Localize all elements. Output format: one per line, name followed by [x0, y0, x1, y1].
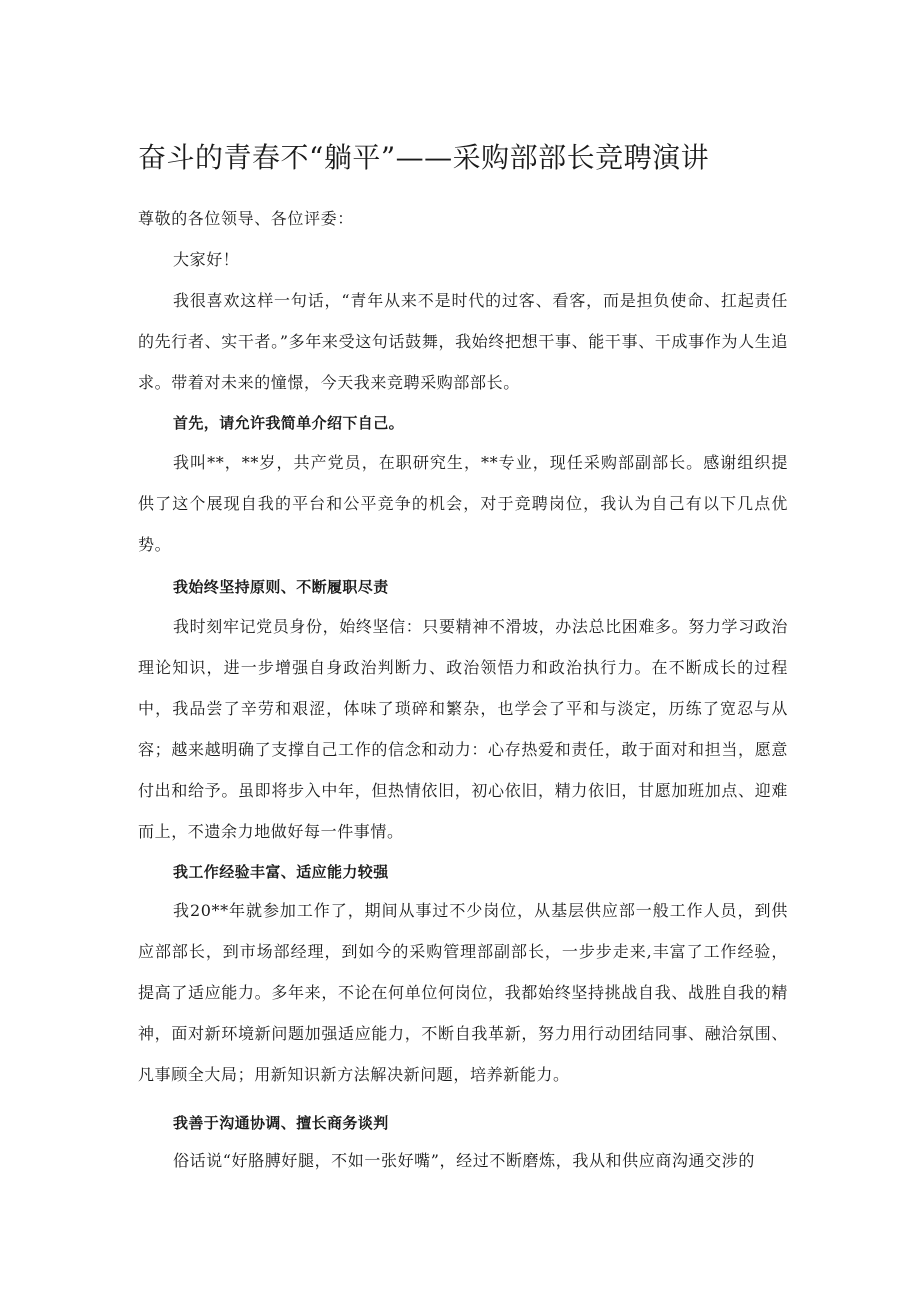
section-heading-self-introduction: 首先，请允许我简单介绍下自己。 [173, 414, 405, 432]
paragraph-principles: 我时刻牢记党员身份，始终坚信：只要精神不滑坡，办法总比困难多。努力学习政治理论知识，进一步增强自身政治判断力、政治领悟力和政治执行力。在不断成长的过程中，我品尝了辛劳和艰涩，体味了琐碎和繁杂，也学会了平和与淡定，历练了宽忍与从容；越来越明确了支撑自己工作的信念和动力：心存热爱和责任，敢于面对和担当，愿意付出和给予。虽即将步入中年，但热情依旧，初心依旧，精力依旧，甘愿加班加点、迎难而上，不遗余力地做好每一件事情。 [138, 617, 788, 841]
section-heading-communication: 我善于沟通协调、擅长商务谈判 [173, 1114, 389, 1132]
paragraph-communication: 俗话说“好胳膊好腿，不如一张好嘴”，经过不断磨炼，我从和供应商沟通交涉的 [173, 1151, 755, 1170]
salutation: 尊敬的各位领导、各位评委： [138, 209, 354, 228]
paragraph-experience: 我20**年就参加工作了，期间从事过不少岗位，从基层供应部一般工作人员，到供应部部长，到市场部经理，到如今的采购管理部副部长，一步步走来,丰富了工作经验，提高了适应能力。多年来，不论在何单位何岗位，我都始终坚持挑战自我、战胜自我的精神，面对新环境新问题加强适应能力，不断自我革新，努力用行动团结同事、融洽氛围、凡事顾全大局；用新知识新方法解决新问题，培养新能力。 [138, 901, 788, 1084]
section-heading-experience: 我工作经验丰富、适应能力较强 [173, 863, 389, 881]
document-title: 奋斗的青春不“躺平”——采购部部长竞聘演讲 [138, 141, 710, 174]
section-heading-principles: 我始终坚持原则、不断履职尽责 [173, 578, 389, 596]
paragraph-self-introduction: 我叫**，**岁，共产党员，在职研究生，**专业，现任采购部副部长。感谢组织提供了这个展现自我的平台和公平竞争的机会，对于竞聘岗位，我认为自己有以下几点优势。 [138, 453, 788, 554]
paragraph-intro: 我很喜欢这样一句话，“青年从来不是时代的过客、看客，而是担负使命、扛起责任的先行者、实干者。”多年来受这句话鼓舞，我始终把想干事、能干事、干成事作为人生追求。带着对未来的憧憬，今天我来竞聘采购部部长。 [138, 291, 788, 392]
greeting: 大家好！ [173, 250, 240, 269]
